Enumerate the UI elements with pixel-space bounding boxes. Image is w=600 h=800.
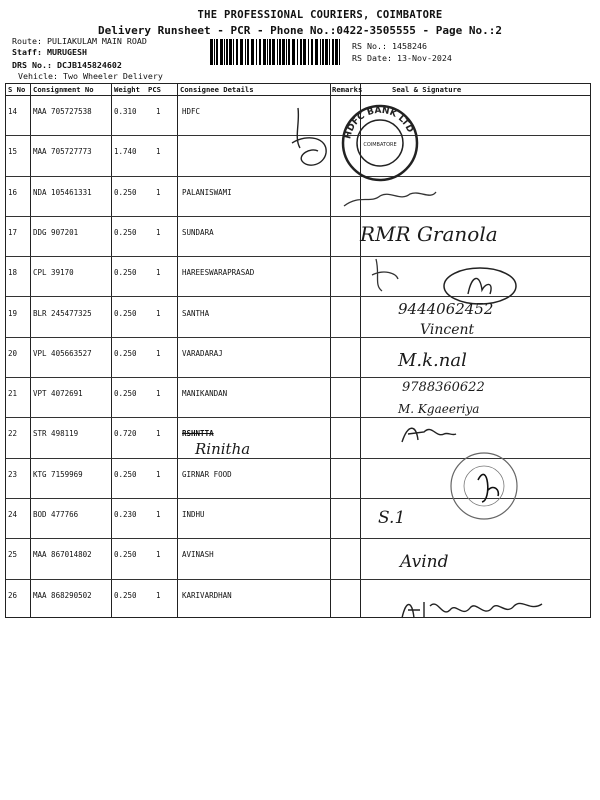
signature-16 (340, 186, 440, 212)
route-line (12, 36, 147, 46)
handwriting-mk2: M. Kgaeeriya (398, 402, 480, 416)
row-weight: 0.230 (114, 510, 137, 519)
row-sno: 19 (8, 308, 18, 318)
row-pcs: 1 (156, 348, 161, 358)
row-consignee: AVINASH (182, 550, 214, 560)
row-consignee: GIRNAR FOOD (182, 469, 232, 479)
table-row (6, 377, 590, 418)
handwriting-vincent: Vincent (420, 322, 475, 338)
row-consignee: INDHU (182, 510, 205, 519)
table-row (6, 417, 590, 458)
row-consignment: MAA 705727538 (33, 107, 92, 116)
row-weight: 0.250 (114, 469, 137, 479)
row-consignee: RSHNTTA (182, 429, 214, 439)
route-value: PULIAKULAM MAIN ROAD (46, 36, 147, 46)
handwriting-avind: Avind (400, 552, 449, 572)
row-consignment: MAA 868290502 (33, 590, 92, 600)
signature-22 (398, 418, 458, 448)
row-consignee: SUNDARA (182, 227, 214, 237)
row-sno: 22 (8, 429, 18, 439)
row-consignee: VARADARAJ (182, 348, 223, 358)
row-sno: 17 (8, 227, 18, 237)
col-weight: Weight (114, 85, 140, 94)
rs-date-value: 13-Nov-2024 (396, 53, 452, 63)
table-row (6, 176, 590, 217)
row-consignee: PALANISWAMI (182, 187, 232, 197)
rs-no-line (352, 41, 427, 51)
handwriting-rmr: RMR Granola (360, 222, 498, 246)
row-weight: 0.720 (114, 429, 137, 439)
row-pcs: 1 (156, 268, 161, 278)
signature-26 (398, 594, 548, 624)
row-consignment: MAA 705727773 (33, 147, 92, 157)
row-sno: 16 (8, 187, 18, 197)
col-sno: S No (8, 85, 26, 94)
row-consignment: BOD 477766 (33, 510, 79, 519)
route-label: Route: (12, 36, 42, 46)
handwriting-mkn: M.k.nal (398, 350, 467, 371)
row-consignment: STR 498119 (33, 429, 79, 439)
row-pcs: 1 (156, 389, 161, 399)
rs-no-value: 1458246 (391, 41, 427, 51)
table-row (6, 337, 590, 378)
row-sno: 23 (8, 469, 18, 479)
hdfc-bank-seal (340, 103, 420, 183)
staff-label: Staff: (12, 47, 42, 57)
row-consignee: SANTHA (182, 308, 210, 318)
drs-label: DRS No.: (12, 60, 52, 70)
row-weight: 0.250 (114, 268, 137, 278)
row-sno: 15 (8, 147, 18, 157)
row-sno: 21 (8, 389, 18, 399)
staff-line (12, 47, 87, 57)
row-weight: 0.250 (114, 187, 137, 197)
row-pcs: 1 (156, 429, 161, 439)
row-weight: 0.250 (114, 227, 137, 237)
col-consignment: Consignment No (33, 85, 94, 94)
handwriting-phone1: 9444062452 (398, 300, 494, 318)
col-remarks: Remarks (332, 85, 363, 94)
table-row (6, 216, 590, 257)
signature-scribble-14 (288, 103, 336, 173)
row-sno: 24 (8, 510, 18, 519)
row-consignment: MAA 867014802 (33, 550, 92, 560)
svg-text:HDFC BANK LTD: HDFC BANK LTD (343, 105, 415, 140)
vehicle-line (18, 71, 163, 81)
row-pcs: 1 (156, 510, 161, 519)
row-consignee: MANIKANDAN (182, 389, 228, 399)
row-pcs: 1 (156, 550, 161, 560)
row-weight: 0.310 (114, 107, 137, 116)
rs-date-label: RS Date: (352, 53, 392, 63)
row-sno: 20 (8, 348, 18, 358)
row-consignee: KARIVARDHAN (182, 590, 232, 600)
row-pcs: 1 (156, 227, 161, 237)
row-weight: 0.250 (114, 308, 137, 318)
col-consignee: Consignee Details (180, 85, 254, 94)
row-weight: 0.250 (114, 348, 137, 358)
row-consignee: HAREESWARAPRASAD (182, 268, 255, 278)
row-pcs: 1 (156, 147, 161, 157)
row-pcs: 1 (156, 469, 161, 479)
drs-line (12, 60, 122, 70)
barcode-image (210, 39, 340, 65)
row-consignment: NDA 105461331 (33, 187, 92, 197)
rs-date-line (352, 53, 452, 63)
handwriting-phone2: 9788360622 (402, 380, 485, 395)
row-pcs: 1 (156, 187, 161, 197)
handwriting-rinitha: Rinitha (195, 440, 251, 458)
row-consignment: VPT 4072691 (33, 389, 83, 399)
row-sno: 18 (8, 268, 18, 278)
row-sno: 26 (8, 590, 18, 600)
row-consignment: VPL 405663527 (33, 348, 92, 358)
runsheet-subtitle: Delivery Runsheet - PCR - Phone No.:0422-3505555 - Page No.:2 (98, 24, 502, 37)
staff-value: MURUGESH (46, 47, 87, 57)
rs-no-label: RS No.: (352, 41, 387, 51)
row-weight: 0.250 (114, 389, 137, 399)
row-pcs: 1 (156, 590, 161, 600)
drs-value: DCJB145824602 (56, 60, 122, 70)
svg-text:COIMBATORE: COIMBATORE (363, 142, 397, 148)
company-title: THE PROFESSIONAL COURIERS, COIMBATORE (197, 9, 443, 21)
row-weight: 1.740 (114, 147, 137, 157)
girnar-seal (448, 450, 520, 522)
vehicle-label: Vehicle: (18, 71, 58, 81)
col-seal: Seal & Signature (392, 85, 462, 94)
row-weight: 0.250 (114, 590, 137, 600)
row-consignment: BLR 245477325 (33, 308, 92, 318)
col-pcs: PCS (148, 85, 161, 94)
row-consignment: CPL 39170 (33, 268, 74, 278)
row-pcs: 1 (156, 107, 161, 116)
row-sno: 14 (8, 107, 18, 116)
row-sno: 25 (8, 550, 18, 560)
row-consignment: DDG 907201 (33, 227, 79, 237)
vehicle-value: Two Wheeler Delivery (62, 71, 163, 81)
row-consignee: HDFC (182, 107, 201, 116)
handwriting-sig24: S.1 (378, 508, 406, 528)
table-row (6, 538, 590, 579)
row-weight: 0.250 (114, 550, 137, 560)
row-consignment: KTG 7159969 (33, 469, 83, 479)
signature-18 (370, 255, 402, 295)
row-pcs: 1 (156, 308, 161, 318)
